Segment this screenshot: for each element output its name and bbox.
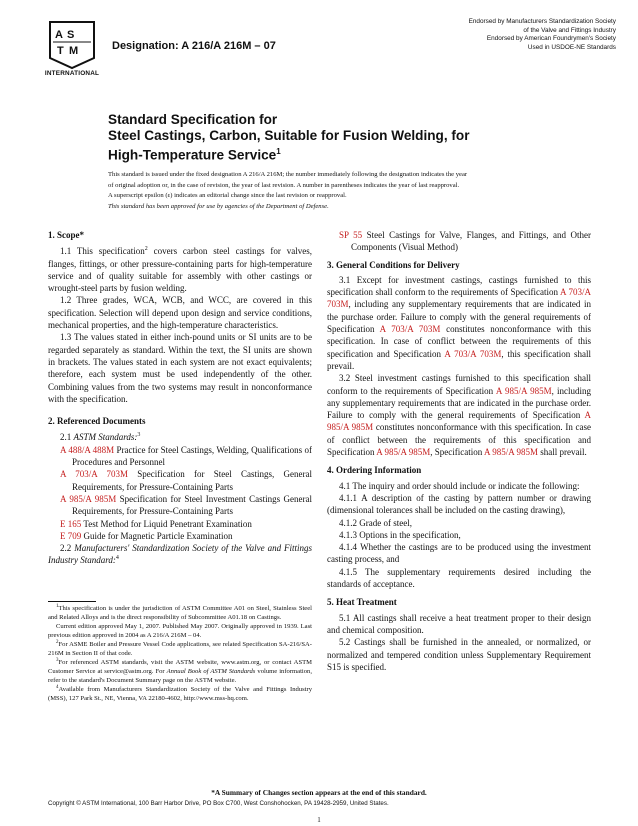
logo-label: INTERNATIONAL (44, 70, 100, 77)
section-heading-ordering-information: 4. Ordering Information (327, 465, 422, 476)
reference-link[interactable]: A 985/A 985M (60, 493, 117, 504)
right-column (327, 229, 591, 673)
footnote-1: $^1$This specification is under the jurisdiction of ASTM Committee A01 on Steel, Stainless Steel and Related Alloys and is the direct responsibility of Subcommittee A01.18 on Castings. (48, 603, 312, 621)
title-line-2: Steel Castings, Carbon, Suitable for Fusion Welding, for (108, 128, 470, 143)
paragraph-5-2: 5.2 Castings shall be furnished in the annealed, or normalized, or normalized and tempered condition unless Supplementary Requirement S15 is specified. (327, 637, 591, 672)
paragraph-4-1-3: 4.1.3 Options in the specification, (339, 529, 461, 540)
paragraph-5-1: 5.1 All castings shall receive a heat treatment proper to their design and chemical composition. (327, 612, 591, 635)
section-heading-heat-treatment: 5. Heat Treatment (327, 597, 397, 608)
reference-link[interactable]: SP 55 (339, 230, 363, 240)
paragraph-3-1: 3.1 Except for investment castings, castings furnished to this specification shall conform to the requirements of Specification A 703/A 703M, including any supplementary requirements that are indicated in the purchase order. Failure to comply with the general requirements of Specification A 703/A 703M constitutes nonconformance with this specification. In case of conflict between the requirements of this specification and Specification A 703/A 703M, this specification shall prevail. (327, 274, 592, 371)
reference-item: A 985/A 985M Specification for Steel Investment Castings General Requirements, for Pressure-Containing Parts (60, 493, 313, 517)
paragraph-4-1-2: 4.1.2 Grade of steel, (339, 517, 412, 528)
paragraph-4-1-1: 4.1.1 A description of the casting by pattern number or drawing (dimensional tolerances shall be included on the casting drawing), (327, 492, 591, 516)
reference-link[interactable]: A 703/A 703M (60, 469, 129, 480)
footnote-ref[interactable]: 4 (115, 555, 119, 562)
reference-item: A 703/A 703M Specification for Steel Castings, General Requirements, for Pressure-Containing Parts (60, 469, 312, 492)
title-footnote-ref[interactable]: 1 (276, 147, 281, 156)
reference-link[interactable]: A 703/A 703M (379, 324, 441, 335)
endorsement-block (376, 18, 616, 52)
reference-link[interactable]: A 985/A 985M (495, 385, 552, 396)
endorsement-line: Endorsed by American Foundrymen's Society (486, 35, 616, 43)
reference-item: A 488/A 488M Practice for Steel Castings, Welding, Qualifications of Procedures and Personnel (60, 444, 312, 468)
footnote-ref[interactable]: 2 (144, 246, 148, 253)
svg-text:M: M (69, 45, 79, 57)
section-heading-referenced-documents: 2. Referenced Documents (48, 416, 146, 427)
svg-text:T: T (57, 45, 64, 57)
intro-notice (108, 170, 608, 212)
intro-dod-line: This standard has been approved for use by agencies of the Department of Defense. (108, 202, 329, 210)
svg-text:A: A (55, 29, 63, 41)
page-number: 1 (317, 816, 321, 824)
endorsement-line: Endorsed by Manufacturers Standardization Society (468, 18, 616, 25)
endorsement-line: of the Valve and Fittings Industry (523, 26, 616, 34)
summary-of-changes-note: *A Summary of Changes section appears at the end of this standard. (211, 788, 427, 797)
paragraph-4-1-5: 4.1.5 The supplementary requirements desired including the standards of acceptance. (327, 566, 591, 590)
astm-logo (42, 18, 102, 82)
reference-item: E 709 Guide for Magnetic Particle Examination (60, 530, 233, 541)
footnote-1-edition: Current edition approved May 1, 2007. Published May 2007. Originally approved in 1939. Last previous edition approved in 2004 as A 216/A 216M – 04. (48, 623, 312, 639)
footnote-ref[interactable]: 3 (137, 432, 141, 439)
left-column (48, 229, 312, 567)
section-heading-general-conditions: 3. General Conditions for Delivery (327, 259, 460, 270)
designation: Designation: A 216/A 216M – 07 (112, 40, 276, 52)
paragraph-4-1-4: 4.1.4 Whether the castings are to be produced using the investment casting process, and (327, 542, 591, 565)
title-line-3-text: High-Temperature Service (108, 147, 277, 163)
reference-link[interactable]: A 703/A 703M (444, 348, 502, 359)
reference-link[interactable]: E 165 (60, 518, 82, 529)
reference-link[interactable]: A 703/A 703M (327, 287, 591, 310)
reference-link[interactable]: A 985/A 985M (327, 410, 591, 433)
reference-item: SP 55 Steel Castings for Valve, Flanges, and Fittings, and Other Components (Visual Method) (339, 230, 591, 253)
reference-link[interactable]: A 488/A 488M (60, 444, 115, 455)
intro-line: This standard is issued under the fixed designation A 216/A 216M; the number immediately following the designation indicates the year (108, 171, 468, 178)
paragraph-1-2: 1.2 Three grades, WCA, WCB, and WCC, are covered in this specification. Selection will depend upon design and service conditions, mechanical properties, and the high-temperature characteristics. (48, 295, 312, 331)
intro-line: of original adoption or, in the case of revision, the year of last revision. A number in parentheses indicates the year of last reapproval. (108, 181, 460, 189)
footnote-2: $^2$For ASME Boiler and Pressure Vessel Code applications, see related Specification SA-216/SA-216M in Section II of that code. (48, 639, 312, 657)
footnote-3: $^3$For referenced ASTM standards, visit the ASTM website, www.astm.org, or contact ASTM Customer Service at service@astm.org. For Annual Book of ASTM Standards volume information, refer to the standard's Document Summary page on the ASTM website. (48, 657, 312, 684)
reference-link[interactable]: A 985/A 985M (376, 447, 431, 458)
reference-link[interactable]: E 709 (60, 530, 82, 541)
paragraph-1-3: 1.3 The values stated in either inch-pound units or SI units are to be regarded separately as standard. Within the text, the SI units are shown in brackets. The values stated in each system are not exact equivalents; therefore, each system must be used independently of the other. Combining values from the two systems may result in nonconformance with the specification. (48, 332, 312, 404)
svg-text:S: S (67, 29, 75, 41)
footnote-divider (48, 601, 96, 602)
title-line-3 (108, 144, 608, 164)
footnote-4: $^4$Available from Manufacturers Standardization Society of the Valve and Fittings Industry (MSS), 127 Park St., NE, Vienna, VA 22180-4602, http://www.mss-hq.com. (48, 684, 312, 702)
reference-link[interactable]: A 985/A 985M (484, 447, 539, 458)
paragraph-2-1: 2.1 ASTM Standards:$^3$ (60, 432, 141, 443)
paragraph-3-2: 3.2 Steel investment castings furnished to this specification shall conform to the requirements of Specification A 985/A 985M, including any supplementary requirements that are indicated in the purchase order. Failure to comply with the general requirements of Specification A 985/A 985M constitutes nonconformance with this specification. In case of conflict between the requirements of this specification and Specification A 985/A 985M, Specification A 985/A 985M shall prevail. (327, 373, 591, 458)
paragraph-4-1: 4.1 The inquiry and order should include or indicate the following: (339, 480, 580, 491)
section-heading-scope: 1. Scope* (48, 230, 84, 240)
copyright-line: Copyright © ASTM International, 100 Barr Harbor Drive, PO Box C700, West Conshohocken, PA 19428-2959, United States. (48, 800, 389, 807)
paragraph-2-2: 2.2 Manufacturers' Standardization Society of the Valve and Fittings Industry Standard:$^4$ (48, 543, 313, 566)
reference-item: E 165 Test Method for Liquid Penetrant Examination (60, 518, 252, 529)
document-title (108, 112, 608, 164)
endorsement-line: Used in USDOE-NE Standards (527, 43, 616, 51)
footnotes (48, 604, 312, 703)
paragraph-1-1: 1.1 This specification$^2$ covers carbon steel castings for valves, flanges, fittings, or other pressure-containing parts for high-temperature service and of quality suitable for assembly with other castings or wrought-steel parts by fusion welding. (48, 246, 312, 294)
intro-line: A superscript epsilon (ε) indicates an editorial change since the last revision or reapproval. (108, 192, 347, 200)
title-line-1: Standard Specification for (108, 112, 278, 127)
